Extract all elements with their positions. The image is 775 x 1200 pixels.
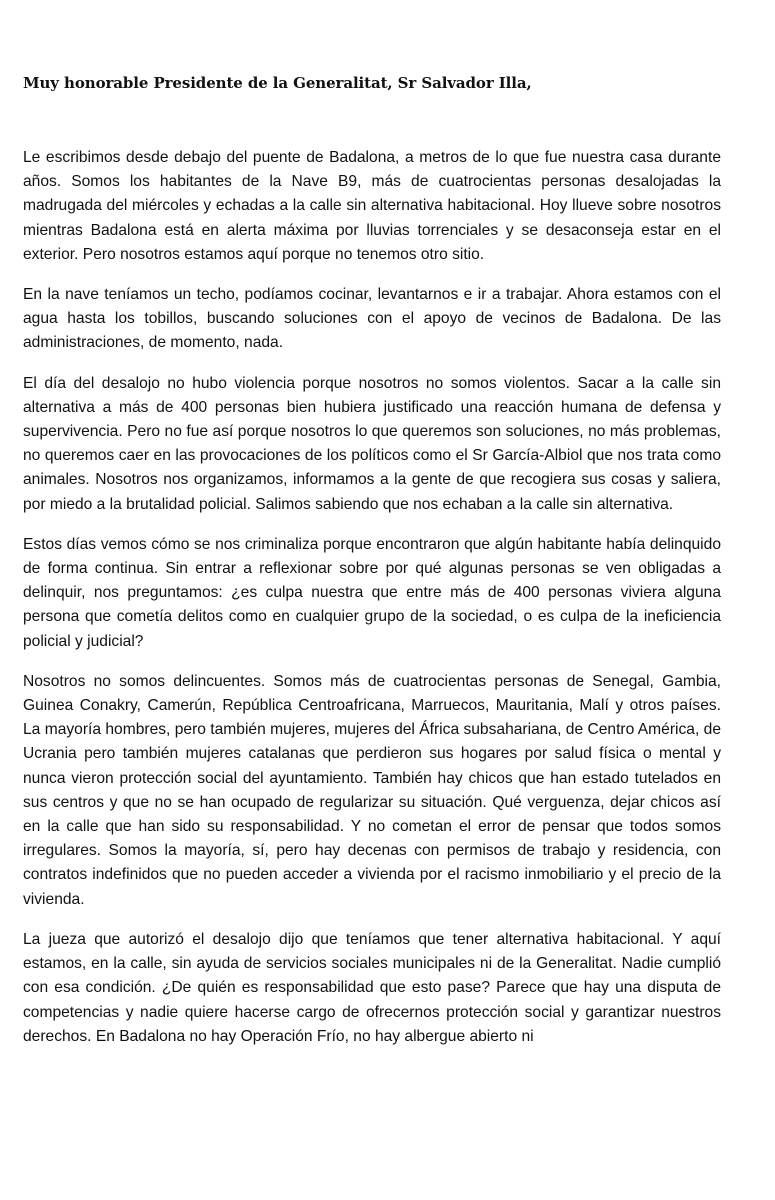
paragraph-6: La jueza que autorizó el desalojo dijo que teníamos que tener alternativa habitacional. Y aquí estamos, en la calle, sin ayuda de servicios sociales municipales ni de la Generalitat. Nadie cumplió con esa condición. ¿De quién es responsabilidad que esto pase? Parece que hay una disputa de competencias y nadie quiere hacerse cargo de ofrecernos protección social y garantizar nuestros derechos. En Badalona no hay Operación Frío, no hay albergue abierto ni (23, 930, 721, 1045)
paragraph-4: Estos días vemos cómo se nos criminaliza porque encontraron que algún habitante había delinquido de forma continua. Sin entrar a reflexionar sobre por qué algunas personas se ven obligadas a delinquir, nos preguntamos: ¿es culpa nuestra que entre más de 400 personas viviera alguna persona que cometía delitos como en cualquier grupo de la sociedad, o es culpa de la ineficiencia policial y judicial? (23, 535, 721, 650)
letter-salutation: Muy honorable Presidente de la Generalitat, Sr Salvador Illa, (23, 74, 532, 92)
paragraph-3: El día del desalojo no hubo violencia porque nosotros no somos violentos. Sacar a la calle sin alternativa a más de 400 personas bien hubiera justificado una reacción humana de defensa y supervivencia. Pero no fue así porque nosotros lo que queremos son soluciones, no más problemas, no queremos caer en las provocaciones de los políticos como el Sr García-Albiol que nos trata como animales. Nosotros nos organizamos, informamos a la gente de que recogiera sus cosas y saliera, por miedo a la brutalidad policial. Salimos sabiendo que nos echaban a la calle sin alternativa. (23, 374, 721, 513)
letter-body (23, 146, 721, 1065)
paragraph-2: En la nave teníamos un techo, podíamos cocinar, levantarnos e ir a trabajar. Ahora estamos con el agua hasta los tobillos, buscando soluciones con el apoyo de vecinos de Badalona. De las administraciones, de momento, nada. (23, 286, 721, 352)
paragraph-5: Nosotros no somos delincuentes. Somos más de cuatrocientas personas de Senegal, Gambia, Guinea Conakry, Camerún, República Centroafricana, Marruecos, Mauritania, Malí y otros países. La mayoría hombres, pero también mujeres, mujeres del África subsahariana, de Centro América, de Ucrania pero también mujeres catalanas que perdieron sus hogares por salud física o mental y nunca vieron protección social del ayuntamiento. También hay chicos que han estado tutelados en sus centros y que no se han ocupado de regularizar su situación. Qué verguenza, dejar chicos así en la calle que han sido su responsabilidad. Y no cometan el error de pensar que todos somos irregulares. Somos la mayoría, sí, pero hay decenas con permisos de trabajo y residencia, con contratos indefinidos que no pueden acceder a vivienda por el racismo inmobiliario y el precio de la vivienda. (23, 672, 721, 908)
paragraph-1: Le escribimos desde debajo del puente de Badalona, a metros de lo que fue nuestra casa durante años. Somos los habitantes de la Nave B9, más de cuatrocientas personas desalojadas la madrugada del miércoles y echadas a la calle sin alternativa habitacional. Hoy llueve sobre nosotros mientras Badalona está en alerta máxima por lluvias torrenciales y se desaconseja estar en el exterior. Pero nosotros estamos aquí porque no tenemos otro sitio. (23, 149, 721, 263)
